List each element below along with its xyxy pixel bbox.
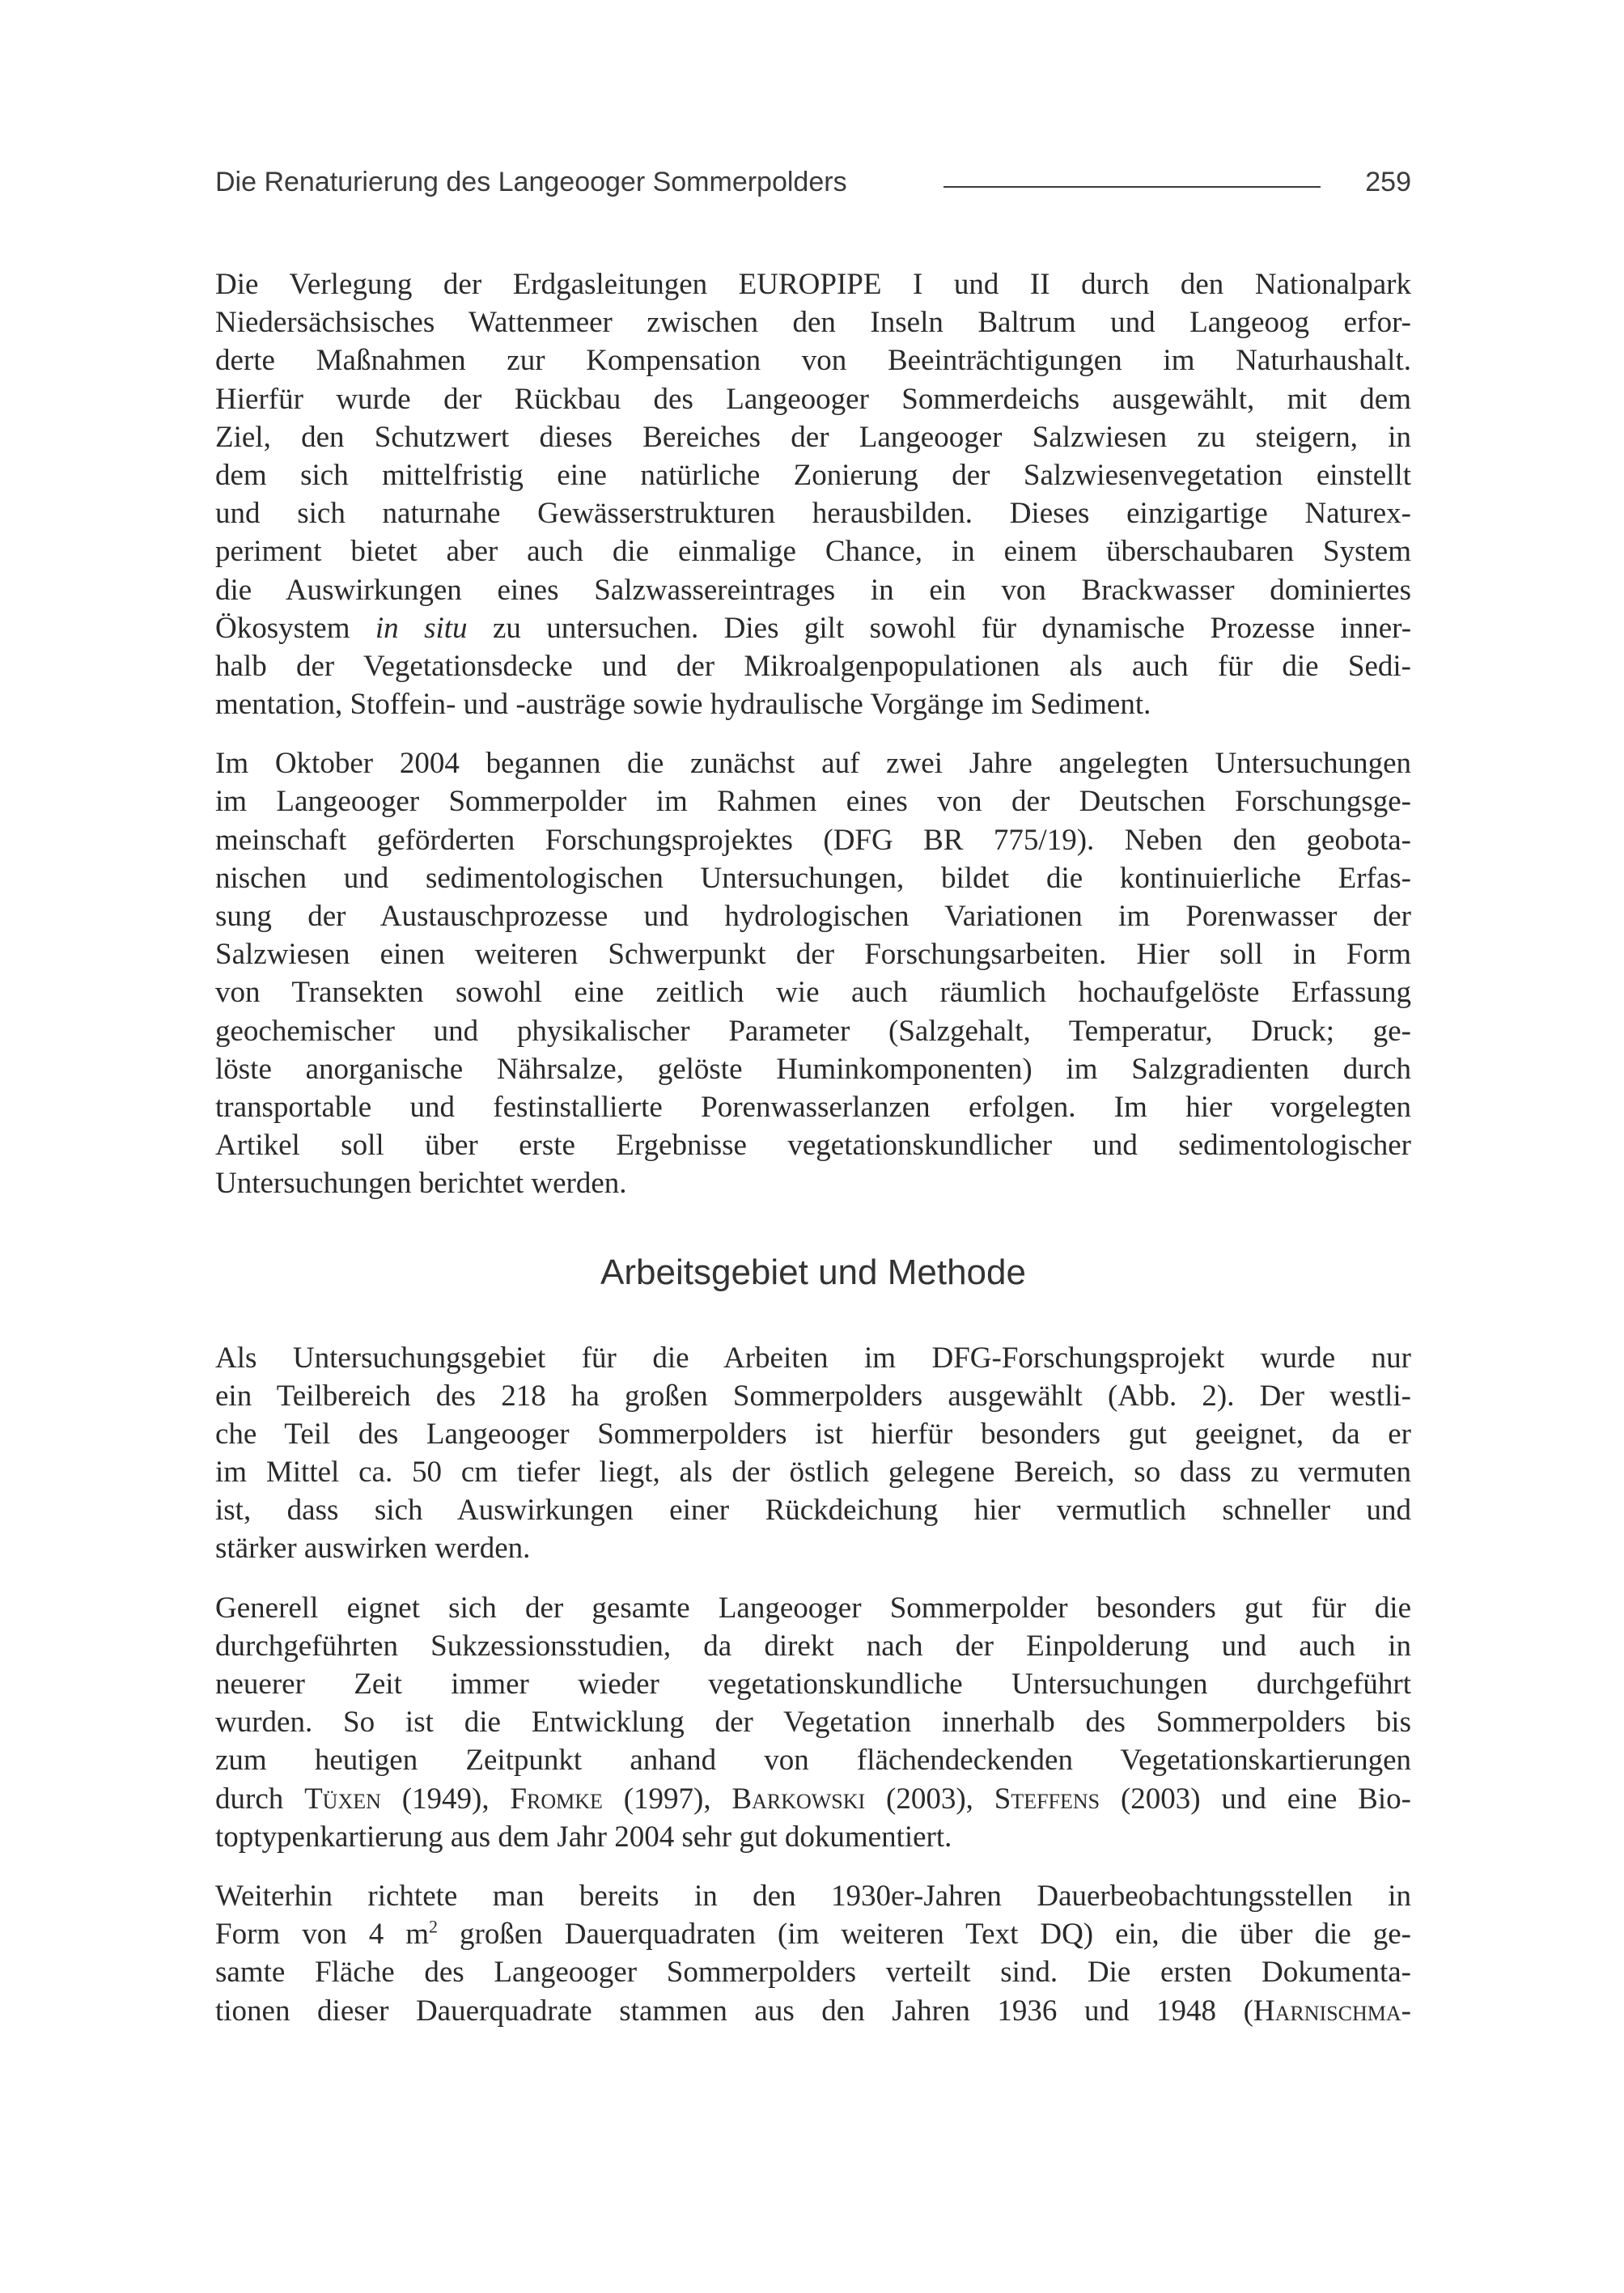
text-line: im Langeooger Sommerpolder im Rahmen eines von der Deutschen Forschungsge- — [215, 785, 1411, 819]
running-header — [215, 167, 1411, 207]
running-title: Die Renaturierung des Langeooger Sommerpolders — [215, 167, 847, 197]
page-number: 259 — [1365, 167, 1411, 197]
text-line: im Mittel ca. 50 cm tiefer liegt, als der östlich gelegene Bereich, so dass zu vermuten — [215, 1456, 1411, 1490]
text-line: periment bietet aber auch die einmalige Chance, in einem überschaubaren System — [215, 535, 1411, 569]
text-line: halb der Vegetationsdecke und der Mikroalgenpopulationen als auch für die Sedi- — [215, 649, 1411, 683]
text-line: Salzwiesen einen weiteren Schwerpunkt der Forschungsarbeiten. Hier soll in Form — [215, 938, 1411, 972]
text-line: mentation, Stoffein- und -austräge sowie hydraulische Vorgänge im Sediment. — [215, 688, 1151, 722]
author-name: Barkowski — [731, 1782, 866, 1816]
text-line: transportable und festinstallierte Porenwasserlanzen erfolgen. Im hier vorgelegten — [215, 1090, 1411, 1124]
section-heading: Arbeitsgebiet und Methode — [600, 1252, 1026, 1292]
text-line: Als Untersuchungsgebiet für die Arbeiten im DFG-Forschungsprojekt wurde nur — [215, 1341, 1411, 1375]
text-line: Weiterhin richtete man bereits in den 1930er-Jahren Dauerbeobachtungsstellen in — [215, 1879, 1411, 1913]
article-body — [215, 265, 1411, 2051]
text-segment: großen Dauerquadraten (im weiteren Text DQ) ein, die über die ge- — [438, 1918, 1412, 1952]
author-name: Steffens — [994, 1782, 1100, 1816]
text-line: ein Teilbereich des 218 ha großen Sommerpolders ausgewählt (Abb. 2). Der westli- — [215, 1379, 1411, 1413]
text-line: che Teil des Langeooger Sommerpolders ist hierfür besonders gut geeignet, da er — [215, 1417, 1411, 1451]
text-line — [215, 1780, 1411, 1818]
text-line: derte Maßnahmen zur Kompensation von Beeinträchtigungen im Naturhaushalt. — [215, 344, 1411, 378]
author-name: Fromke — [510, 1782, 603, 1816]
text-segment: (2003), — [865, 1782, 994, 1816]
text-line: Im Oktober 2004 begannen die zunächst auf zwei Jahre angelegten Untersuchungen — [215, 747, 1411, 781]
text-line: Generell eignet sich der gesamte Langeooger Sommerpolder besonders gut für die — [215, 1591, 1411, 1625]
text-line: dem sich mittelfristig eine natürliche Zonierung der Salzwiesenvegetation einstellt — [215, 458, 1411, 492]
text-line: nischen und sedimentologischen Untersuchungen, bildet die kontinuierliche Erfas- — [215, 861, 1411, 895]
text-line: zum heutigen Zeitpunkt anhand von flächendeckenden Vegetationskartierungen — [215, 1744, 1411, 1778]
text-line — [215, 1992, 1411, 2030]
text-line: Die Verlegung der Erdgasleitungen EUROPIPE I und II durch den Nationalpark — [215, 268, 1411, 301]
paragraph-1 — [215, 265, 1411, 723]
text-segment: (1997), — [602, 1782, 732, 1816]
text-line — [215, 1915, 1411, 1953]
text-line: samte Fläche des Langeooger Sommerpolders verteilt sind. Die ersten Dokumenta- — [215, 1956, 1411, 1990]
text-segment: tionen dieser Dauerquadrate stammen aus den Jahren 1936 und 1948 ( — [215, 1994, 1253, 2028]
text-line: Ziel, den Schutzwert dieses Bereiches der Langeooger Salzwiesen zu steigern, in — [215, 420, 1411, 454]
text-segment: zu untersuchen. Dies gilt sowohl für dynamische Prozesse inner- — [492, 611, 1412, 645]
superscript: 2 — [429, 1916, 438, 1937]
text-line: und sich naturnahe Gewässerstrukturen herausbilden. Dieses einzigartige Naturex- — [215, 497, 1411, 531]
text-segment: (1949), — [380, 1782, 511, 1816]
paragraph-5 — [215, 1877, 1411, 2030]
text-line: löste anorganische Nährsalze, gelöste Huminkomponenten) im Salzgradienten durch — [215, 1052, 1411, 1086]
author-name: Tüxen — [304, 1782, 381, 1816]
text-segment: (2003) und eine Bio- — [1100, 1782, 1411, 1816]
author-name: Harnischma- — [1253, 1994, 1411, 2028]
text-line: stärker auswirken werden. — [215, 1532, 531, 1566]
paragraph-4 — [215, 1589, 1411, 1856]
text-segment: Ökosystem — [215, 611, 350, 645]
text-line: Untersuchungen berichtet werden. — [215, 1167, 627, 1201]
text-line: Niedersächsisches Wattenmeer zwischen den Inseln Baltrum und Langeoog erfor- — [215, 306, 1411, 340]
text-line: von Transekten sowohl eine zeitlich wie auch räumlich hochaufgelöste Erfassung — [215, 976, 1411, 1010]
text-line: Hierfür wurde der Rückbau des Langeooger Sommerdeichs ausgewählt, mit dem — [215, 382, 1411, 416]
text-line: wurden. So ist die Entwicklung der Vegetation innerhalb des Sommerpolders bis — [215, 1706, 1411, 1740]
text-line: toptypenkartierung aus dem Jahr 2004 sehr gut dokumentiert. — [215, 1820, 952, 1854]
text-line: meinschaft geförderten Forschungsprojektes (DFG BR 775/19). Neben den geobota- — [215, 823, 1411, 857]
text-line: geochemischer und physikalischer Parameter (Salzgehalt, Temperatur, Druck; ge- — [215, 1014, 1411, 1048]
paragraph-2 — [215, 744, 1411, 1202]
text-line: die Auswirkungen eines Salzwassereintrages in ein von Brackwasser dominiertes — [215, 573, 1411, 607]
italic-term: in situ — [375, 611, 468, 645]
text-line: ist, dass sich Auswirkungen einer Rückdeichung hier vermutlich schneller und — [215, 1494, 1411, 1528]
text-line: Artikel soll über erste Ergebnisse vegetationskundlicher und sedimentologischer — [215, 1129, 1411, 1163]
text-line: neuerer Zeit immer wieder vegetationskundliche Untersuchungen durchgeführt — [215, 1668, 1411, 1701]
paragraph-3 — [215, 1339, 1411, 1568]
text-line — [215, 609, 1411, 647]
text-line: sung der Austauschprozesse und hydrologischen Variationen im Porenwasser der — [215, 900, 1411, 933]
text-segment: durch — [215, 1782, 305, 1816]
text-segment: Form von 4 m — [215, 1918, 429, 1952]
text-line: durchgeführten Sukzessionsstudien, da direkt nach der Einpolderung und auch in — [215, 1629, 1411, 1663]
header-rule — [943, 186, 1321, 188]
